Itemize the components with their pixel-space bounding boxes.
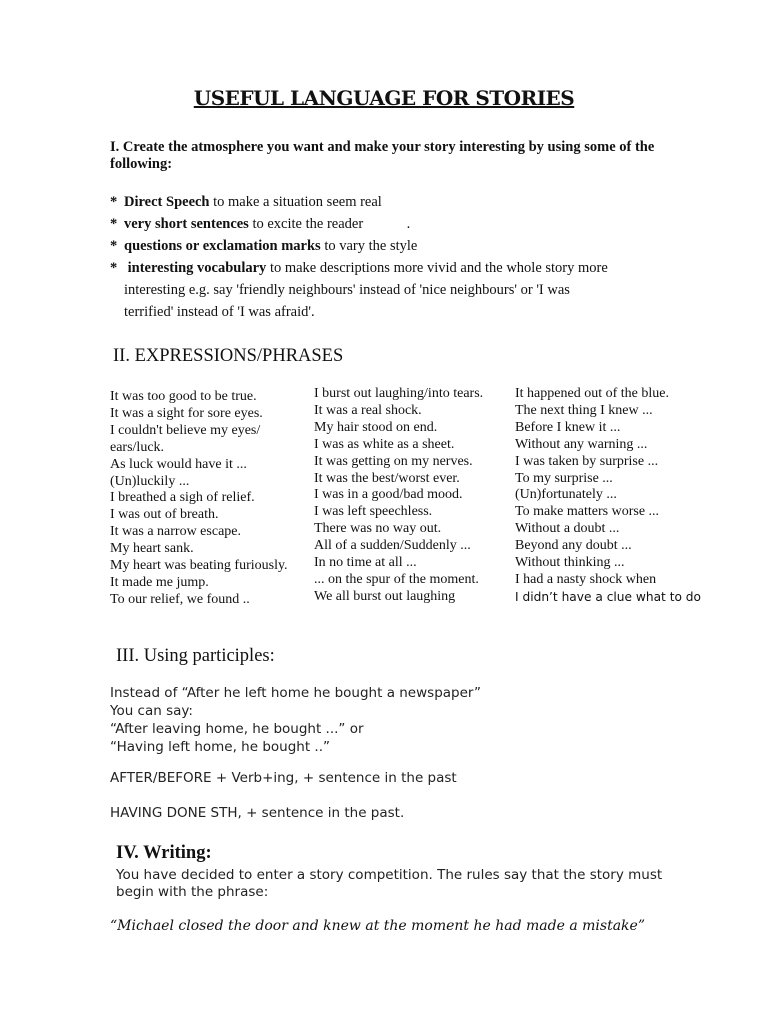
example-line: Instead of “After he left home he bought a newspaper” (110, 685, 482, 701)
bullet-continuation (110, 279, 670, 301)
phrase: It was too good to be true. (110, 389, 257, 404)
participle-rule-1: AFTER/BEFORE + Verb+ing, + sentence in the past (110, 770, 457, 786)
phrase: My heart was beating furiously. (110, 558, 288, 574)
writing-task (116, 867, 662, 901)
example-line: “Having left home, he bought ..” (110, 739, 330, 755)
section3-heading: III. Using participles: (116, 646, 275, 666)
bullet-continuation (110, 301, 670, 323)
phrase: It made me jump. (110, 574, 209, 590)
phrase: It was a sight for sore eyes. (110, 405, 263, 421)
phrase: To my surprise ... (515, 470, 613, 486)
phrase: I was taken by surprise ... (515, 453, 659, 469)
page-title: USEFUL LANGUAGE FOR STORIES (193, 86, 575, 110)
bullet-rest: to make a situation seem real (209, 194, 382, 210)
bullet-star-icon: * (110, 260, 118, 276)
phrase: My heart sank. (110, 541, 194, 557)
phrases-column-3 (515, 386, 755, 606)
phrase: I didn’t have a clue what to do (515, 589, 701, 604)
phrase: The next thing I knew ... (515, 402, 653, 418)
phrase: I was in a good/bad mood. (314, 487, 463, 503)
section4-heading: IV. Writing: (116, 843, 212, 863)
bullet-rest: to make descriptions more vivid and the whole story more (266, 260, 608, 276)
task-line: begin with the phrase: (116, 884, 269, 900)
phrase: My hair stood on end. (314, 419, 438, 435)
phrase: There was no way out. (314, 521, 442, 537)
participle-rule-2: HAVING DONE STH, + sentence in the past. (110, 805, 405, 821)
bullet-bold: very short sentences (124, 216, 249, 232)
bullet-bold: Direct Speech (124, 194, 210, 210)
phrase: I breathed a sigh of relief. (110, 490, 255, 506)
phrase: All of a sudden/Suddenly ... (314, 538, 471, 554)
phrase: I burst out laughing/into tears. (314, 386, 484, 401)
bullet-rest: to excite the reader . (248, 216, 411, 232)
participles-example (110, 684, 481, 756)
section2-heading: II. EXPRESSIONS/PHRASES (113, 346, 344, 366)
bullet-continuation-text: terrified' instead of 'I was afraid'. (124, 304, 315, 320)
phrase: I was out of breath. (110, 507, 219, 523)
example-line: “After leaving home, he bought ...” or (110, 721, 364, 737)
phrase: ... on the spur of the moment. (314, 571, 479, 587)
bullet-bold: questions or exclamation marks (124, 238, 321, 254)
task-line: You have decided to enter a story competition. The rules say that the story must (116, 867, 663, 883)
phrase: Before I knew it ... (515, 419, 621, 435)
phrase: I couldn't believe my eyes/ (110, 422, 261, 438)
bullet-rest: to vary the style (320, 238, 418, 254)
bullet-item (110, 191, 670, 213)
phrase: Beyond any doubt ... (515, 538, 632, 554)
phrase: (Un)luckily ... (110, 473, 190, 489)
example-line: You can say: (110, 703, 193, 719)
phrase: It was a real shock. (314, 402, 422, 418)
phrase: I was as white as a sheet. (314, 436, 455, 452)
section1-bullet-list (110, 191, 670, 323)
bullet-bold: interesting vocabulary (124, 260, 267, 276)
section1-intro: I. Create the atmosphere you want and make your story interesting by using some of the following: (110, 139, 655, 172)
bullet-continuation-text: interesting e.g. say 'friendly neighbours' instead of 'nice neighbours' or 'I was (124, 282, 570, 298)
phrase: (Un)fortunately ... (515, 487, 617, 503)
phrase: To our relief, we found .. (110, 591, 250, 607)
bullet-item (110, 213, 670, 235)
phrase: In no time at all ... (314, 555, 417, 571)
phrases-column-1 (110, 389, 310, 609)
phrase: We all burst out laughing (314, 588, 456, 604)
phrase: I had a nasty shock when (515, 571, 657, 587)
bullet-item (110, 257, 670, 279)
phrase: To make matters worse ... (515, 504, 660, 520)
bullet-star-icon: * (110, 238, 118, 254)
phrase: ears/luck. (110, 439, 165, 455)
bullet-star-icon: * (110, 194, 118, 210)
phrases-column-2 (314, 386, 514, 606)
phrase: Without a doubt ... (515, 521, 620, 537)
phrase: As luck would have it ... (110, 456, 247, 472)
phrase: It was the best/worst ever. (314, 470, 460, 486)
phrase: It happened out of the blue. (515, 386, 669, 401)
bullet-item (110, 235, 670, 257)
phrase: Without thinking ... (515, 555, 625, 571)
phrase: It was getting on my nerves. (314, 453, 473, 469)
phrase: It was a narrow escape. (110, 524, 241, 540)
story-opening-quote: “Michael closed the door and knew at the moment he had made a mistake” (110, 918, 645, 934)
phrase: I was left speechless. (314, 504, 433, 520)
bullet-star-icon: * (110, 216, 118, 232)
phrase: Without any warning ... (515, 436, 648, 452)
